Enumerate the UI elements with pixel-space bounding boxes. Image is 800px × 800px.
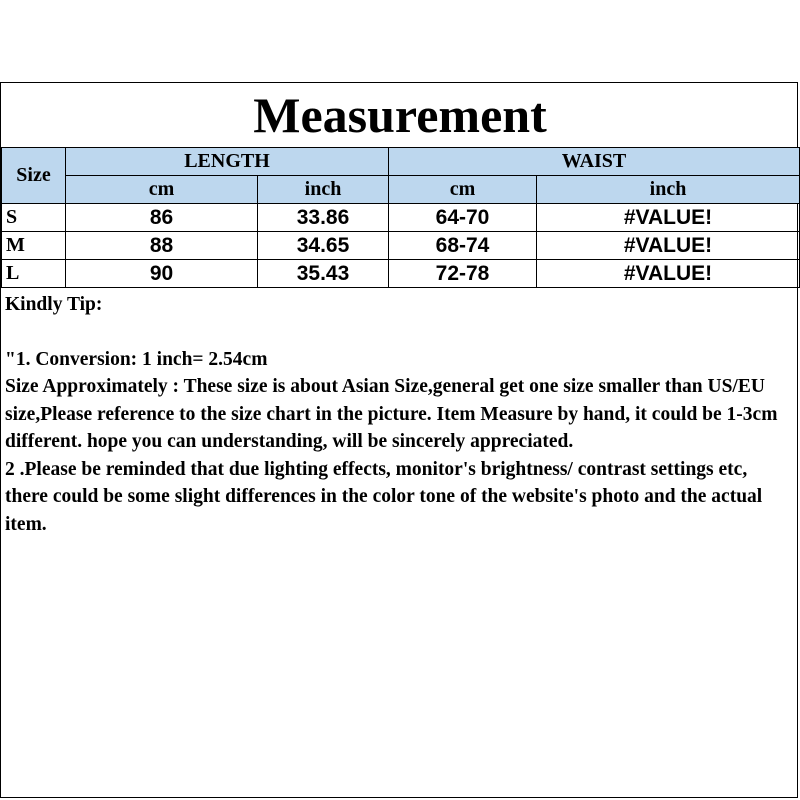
tips-color-reminder: 2 .Please be reminded that due lighting effects, monitor's brightness/ contrast settings etc, there could be some slight differences in the color tone of the website's photo and the actual item.: [5, 458, 763, 535]
length-cm-value: 86: [66, 204, 258, 232]
waist-inch-value: #VALUE!: [537, 260, 800, 288]
size-label: S: [2, 204, 66, 232]
waist-inch-value: #VALUE!: [537, 204, 800, 232]
size-label: M: [2, 232, 66, 260]
length-inch-value: 34.65: [258, 232, 389, 260]
waist-inch-header: inch: [537, 176, 800, 204]
length-inch-value: 33.86: [258, 204, 389, 232]
waist-inch-value: #VALUE!: [537, 232, 800, 260]
length-group-header: LENGTH: [66, 148, 389, 176]
length-cm-value: 88: [66, 232, 258, 260]
tips-heading: Kindly Tip:: [5, 294, 103, 315]
waist-cm-header: cm: [389, 176, 537, 204]
table-row: [2, 204, 800, 232]
size-chart-frame: [0, 82, 798, 798]
size-column-header: Size: [2, 148, 66, 204]
table-group-header-row: [2, 148, 800, 176]
length-inch-header: inch: [258, 176, 389, 204]
length-cm-value: 90: [66, 260, 258, 288]
size-table: [1, 147, 800, 288]
waist-cm-value: 64-70: [389, 204, 537, 232]
page-title: Measurement: [253, 87, 547, 143]
waist-group-header: WAIST: [389, 148, 800, 176]
size-label: L: [2, 260, 66, 288]
tips-conversion: "1. Conversion: 1 inch= 2.54cm: [5, 348, 268, 370]
tips-spacer: [5, 319, 795, 346]
waist-cm-value: 68-74: [389, 232, 537, 260]
waist-cm-value: 72-78: [389, 260, 537, 288]
length-cm-header: cm: [66, 176, 258, 204]
table-unit-header-row: [2, 176, 800, 204]
tips-size-approx: Size Approximately : These size is about Asian Size,general get one size smaller than US/EU size,Please reference to the size chart in the picture. Item Measure by hand, it could be 1-3cm different. hope you can understanding, will be sincerely appreciated.: [5, 376, 778, 452]
table-row: [2, 232, 800, 260]
kindly-tips: [5, 291, 795, 538]
table-row: [2, 260, 800, 288]
length-inch-value: 35.43: [258, 260, 389, 288]
